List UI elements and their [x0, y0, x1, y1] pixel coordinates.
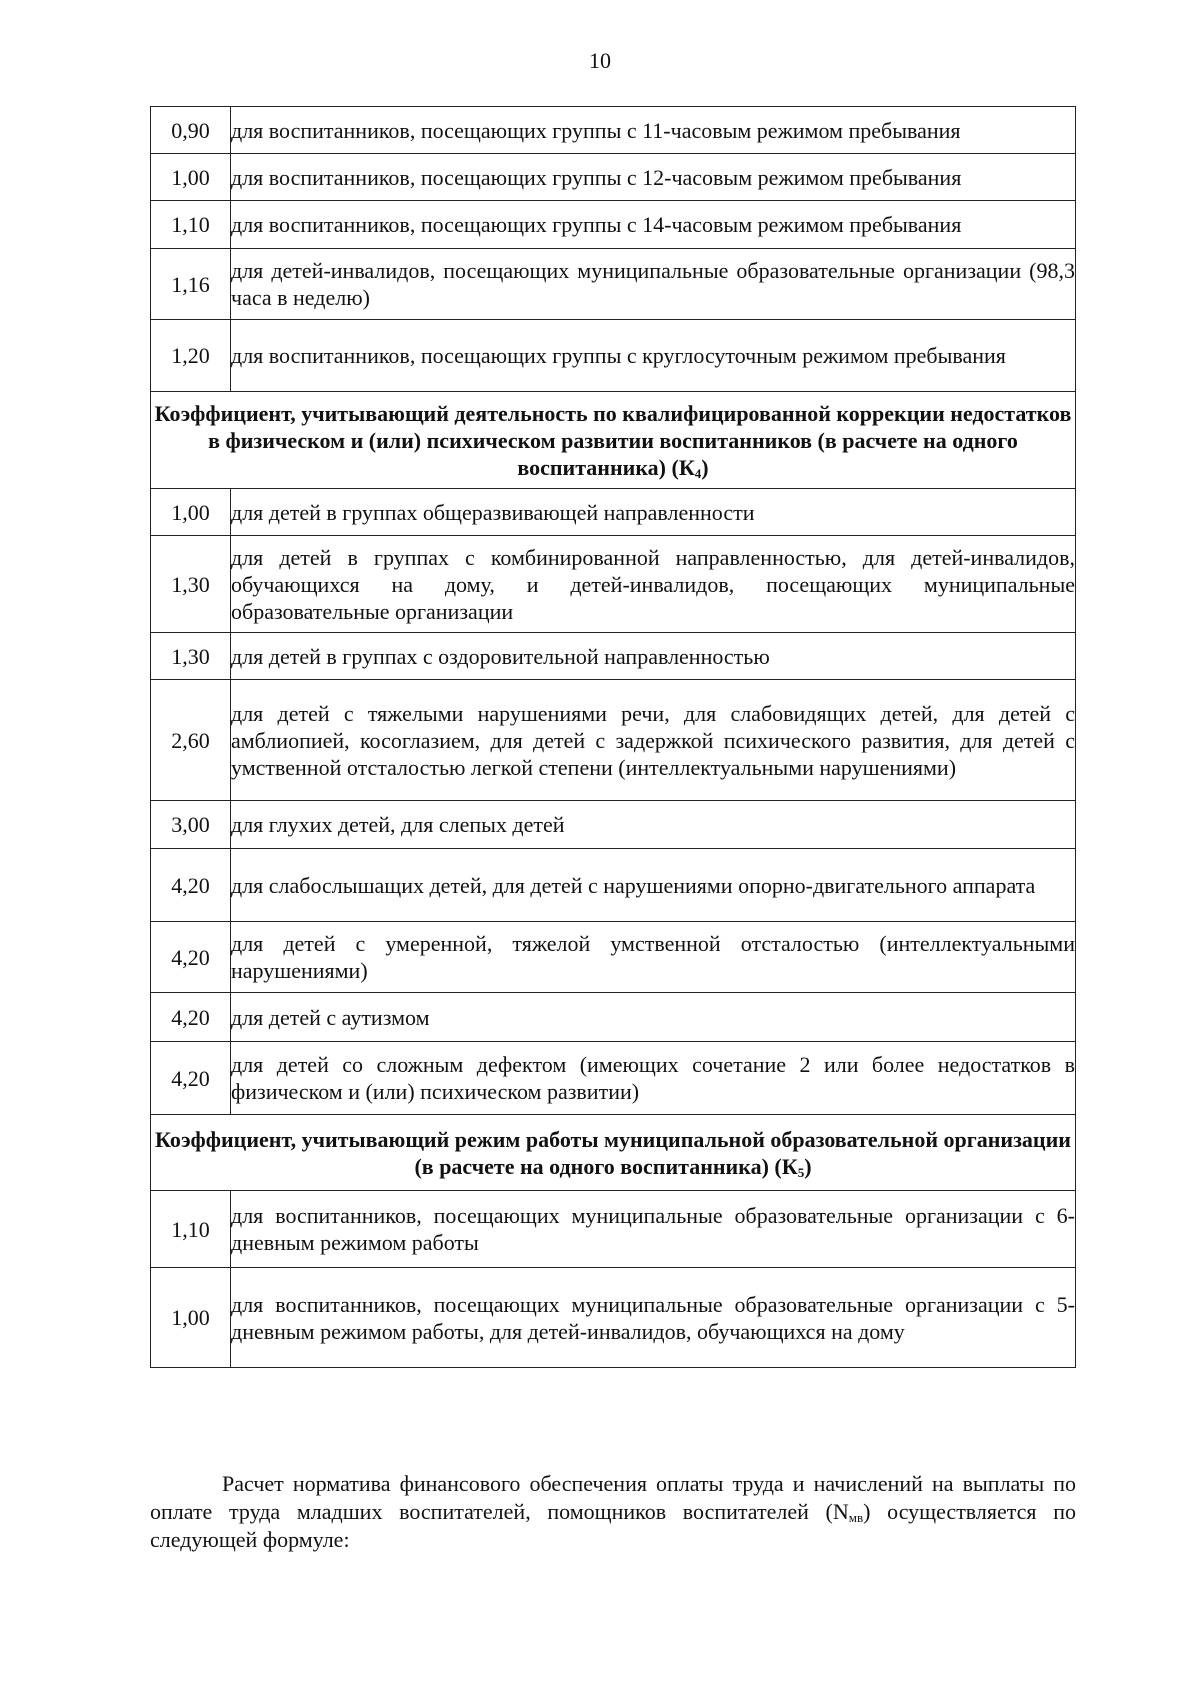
section-heading-k5: Коэффициент, учитывающий режим работы муниципальной образовательной организации (в расчете на одного воспитанника) $(К_5)$ [151, 1115, 1076, 1191]
coefficient-value: 1,00 [151, 1268, 231, 1368]
coefficient-value: 1,00 [151, 154, 231, 201]
coefficient-description: для детей-инвалидов, посещающих муниципальные образовательные организации (98,3 часа в неделю) [231, 249, 1076, 320]
table-row [151, 680, 1076, 801]
coefficient-description: для воспитанников, посещающих муниципальные образовательные организации с 5-дневным режимом работы, для детей-инвалидов, обучающихся на дому [231, 1268, 1076, 1368]
coefficient-description: для воспитанников, посещающих группы с 12-часовым режимом пребывания [231, 154, 1076, 201]
coefficient-value: 1,30 [151, 536, 231, 633]
table-row [151, 801, 1076, 849]
coefficient-value: 0,90 [151, 107, 231, 154]
table-row [151, 1268, 1076, 1368]
coefficient-value: 1,20 [151, 320, 231, 392]
formula-intro-paragraph: Расчет норматива финансового обеспечения оплаты труда и начислений на выплаты по оплате труда младших воспитателей, помощников воспитателей $(N_{мв})$ осуществляется по следующей формуле: [150, 1471, 1076, 1552]
table-row [151, 993, 1076, 1042]
coefficient-value: 4,20 [151, 849, 231, 922]
table-row [151, 320, 1076, 392]
section-heading-k4: Коэффициент, учитывающий деятельность по квалифицированной коррекции недостатков в физическом и (или) психическом развитии воспитанников (в расчете на одного воспитанника) $(К_4)$ [151, 392, 1076, 489]
coefficient-value: 4,20 [151, 922, 231, 993]
table-row [151, 633, 1076, 680]
table-row [151, 849, 1076, 922]
coefficient-description: для детей в группах с оздоровительной направленностью [231, 633, 1076, 680]
page-number: 10 [589, 48, 611, 73]
coefficient-value: 3,00 [151, 801, 231, 849]
coefficient-value: 4,20 [151, 1042, 231, 1115]
table-row [151, 489, 1076, 536]
coefficient-description: для детей в группах общеразвивающей направленности [231, 489, 1076, 536]
table-row [151, 154, 1076, 201]
coefficient-description: для воспитанников, посещающих группы с круглосуточным режимом пребывания [231, 320, 1076, 392]
coefficient-description: для детей со сложным дефектом (имеющих сочетание 2 или более недостатков в физическом и (или) психическом развитии) [231, 1042, 1076, 1115]
coefficient-description: для слабослышащих детей, для детей с нарушениями опорно-двигательного аппарата [231, 849, 1076, 922]
section-header-row [151, 392, 1076, 489]
table-row [151, 1191, 1076, 1268]
coefficient-value: 1,10 [151, 201, 231, 249]
table-row [151, 922, 1076, 993]
table-row [151, 1042, 1076, 1115]
coefficient-value: 1,00 [151, 489, 231, 536]
table-row [151, 107, 1076, 154]
coefficient-table [150, 106, 1076, 1368]
coefficient-description: для глухих детей, для слепых детей [231, 801, 1076, 849]
coefficient-description: для воспитанников, посещающих группы с 14-часовым режимом пребывания [231, 201, 1076, 249]
table-row [151, 536, 1076, 633]
coefficient-description: для детей в группах с комбинированной направленностью, для детей-инвалидов, обучающихся на дому, и детей-инвалидов, посещающих муниципальные образовательные организации [231, 536, 1076, 633]
coefficient-description: для детей с аутизмом [231, 993, 1076, 1042]
coefficient-description: для детей с умеренной, тяжелой умственной отсталостью (интеллектуальными нарушениями) [231, 922, 1076, 993]
coefficient-value: 1,10 [151, 1191, 231, 1268]
table-row [151, 249, 1076, 320]
coefficient-description: для воспитанников, посещающих группы с 11-часовым режимом пребывания [231, 107, 1076, 154]
section-header-row [151, 1115, 1076, 1191]
table-row [151, 201, 1076, 249]
coefficient-description: для воспитанников, посещающих муниципальные образовательные организации с 6-дневным режимом работы [231, 1191, 1076, 1268]
coefficient-description: для детей с тяжелыми нарушениями речи, для слабовидящих детей, для детей с амблиопией, косоглазием, для детей с задержкой психического развития, для детей с умственной отсталостью легкой степени (интеллектуальными нарушениями) [231, 680, 1076, 801]
coefficient-value: 1,16 [151, 249, 231, 320]
coefficient-value: 4,20 [151, 993, 231, 1042]
coefficient-value: 2,60 [151, 680, 231, 801]
coefficient-value: 1,30 [151, 633, 231, 680]
